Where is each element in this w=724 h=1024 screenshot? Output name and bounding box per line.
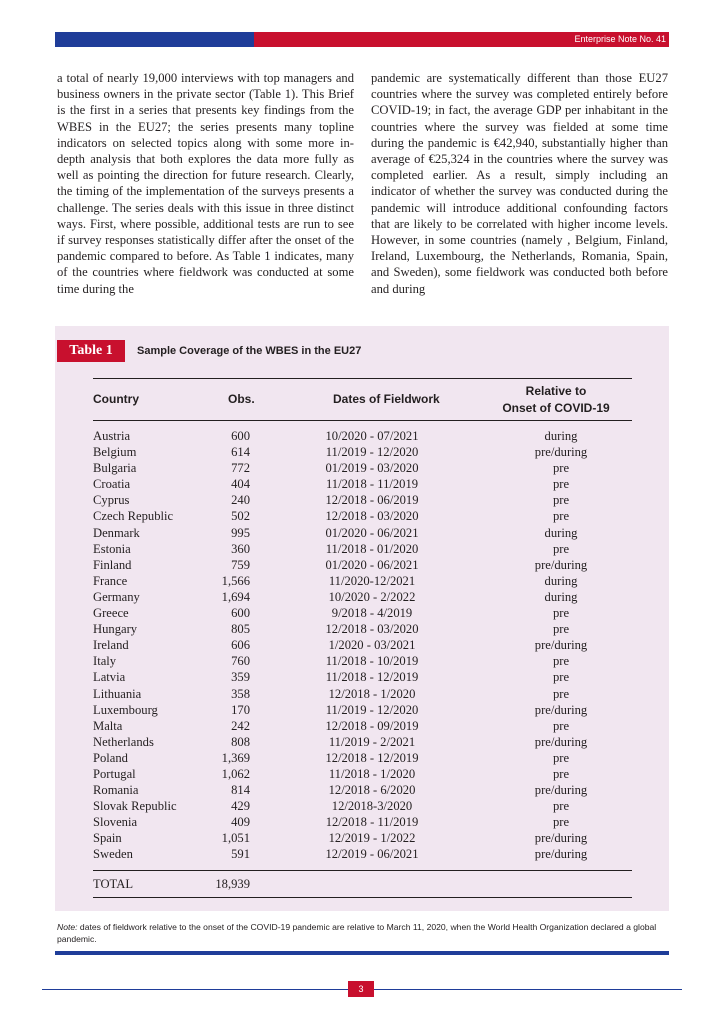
cell-relative: pre <box>552 670 570 685</box>
cell-obs: 404 <box>231 477 250 492</box>
cell-obs: 600 <box>231 429 250 443</box>
cell-obs: 358 <box>231 686 250 701</box>
cell-country: Estonia <box>93 541 131 556</box>
cell-country: Luxembourg <box>93 702 158 717</box>
cell-obs: 1,369 <box>221 750 250 765</box>
cell-dates: 11/2018 - 12/2019 <box>325 670 419 685</box>
cell-obs: 759 <box>231 557 250 572</box>
table-row <box>93 814 632 830</box>
table-row <box>93 525 632 541</box>
cell-dates: 12/2018 - 1/2020 <box>328 686 416 701</box>
cell-relative: pre <box>552 509 570 524</box>
cell-obs: 600 <box>231 606 250 621</box>
table-row <box>93 541 632 557</box>
cell-relative: pre <box>552 750 570 765</box>
table-header-rule <box>93 420 632 421</box>
cell-obs: 359 <box>231 670 250 685</box>
cell-relative: pre/during <box>534 831 588 846</box>
cell-obs: 502 <box>231 509 250 524</box>
header-obs: Obs. <box>228 392 255 406</box>
cell-dates: 10/2020 - 2/2022 <box>328 589 416 604</box>
cell-relative: during <box>544 525 578 540</box>
cell-relative: pre/during <box>534 638 588 653</box>
cell-dates: 12/2019 - 1/2022 <box>328 831 416 846</box>
cell-country: Italy <box>93 654 117 669</box>
cell-country: Austria <box>93 429 131 443</box>
cell-obs: 170 <box>231 702 250 717</box>
note-label: Note: <box>57 922 78 932</box>
page-number: 3 <box>348 981 374 997</box>
cell-relative: pre <box>552 718 570 733</box>
cell-dates: 12/2018 - 11/2019 <box>325 815 419 830</box>
table-note <box>57 921 669 945</box>
cell-dates: 11/2018 - 11/2019 <box>325 477 419 492</box>
cell-dates: 12/2018 - 03/2020 <box>325 622 419 637</box>
cell-country: Spain <box>93 831 122 846</box>
cell-country: Germany <box>93 589 140 604</box>
cell-obs: 772 <box>231 461 250 476</box>
cell-dates: 10/2020 - 07/2021 <box>325 429 419 443</box>
footer-bar <box>55 951 669 955</box>
cell-country: Slovenia <box>93 815 138 830</box>
cell-relative: pre/during <box>534 557 588 572</box>
table-row <box>93 476 632 492</box>
cell-dates: 01/2020 - 06/2021 <box>325 557 419 572</box>
cell-obs: 1,566 <box>221 573 250 588</box>
table-bottom-rule <box>93 897 632 898</box>
table-row <box>93 573 632 589</box>
cell-country: Hungary <box>93 622 138 637</box>
cell-relative: pre <box>552 606 570 621</box>
cell-dates: 11/2019 - 12/2020 <box>325 445 419 460</box>
cell-country: Netherlands <box>93 734 154 749</box>
cell-country: Lithuania <box>93 686 142 701</box>
cell-country: Finland <box>93 557 132 572</box>
table-row <box>93 702 632 718</box>
table-row <box>93 750 632 766</box>
cell-obs: 1,062 <box>221 766 250 781</box>
cell-country: Poland <box>93 750 128 765</box>
table-row <box>93 846 632 862</box>
header-relative-line1: Relative to <box>525 384 587 398</box>
table-row <box>93 428 632 444</box>
cell-obs: 409 <box>231 815 250 830</box>
cell-country: Ireland <box>93 638 129 653</box>
table-row <box>93 669 632 685</box>
cell-dates: 12/2018 - 12/2019 <box>325 750 419 765</box>
cell-obs: 429 <box>231 799 250 814</box>
cell-dates: 9/2018 - 4/2019 <box>331 606 413 621</box>
cell-obs: 360 <box>231 541 250 556</box>
table-row <box>93 766 632 782</box>
cell-obs: 242 <box>231 718 250 733</box>
cell-relative: pre/during <box>534 783 588 798</box>
table-row <box>93 460 632 476</box>
total-obs: 18,939 <box>215 877 250 891</box>
table-row <box>93 444 632 460</box>
table-total-row <box>93 876 632 892</box>
cell-obs: 995 <box>231 525 250 540</box>
cell-obs: 814 <box>231 783 250 798</box>
cell-obs: 1,051 <box>221 831 250 846</box>
total-label: TOTAL <box>93 877 134 891</box>
enterprise-note-label: Enterprise Note No. 41 <box>574 34 666 44</box>
cell-obs: 805 <box>231 622 250 637</box>
cell-obs: 614 <box>231 445 250 460</box>
table-row <box>93 492 632 508</box>
cell-dates: 11/2018 - 1/2020 <box>328 766 416 781</box>
cell-country: Slovak Republic <box>93 799 177 814</box>
cell-dates: 1/2020 - 03/2021 <box>328 638 416 653</box>
cell-country: Denmark <box>93 525 140 540</box>
cell-dates: 12/2019 - 06/2021 <box>325 847 419 862</box>
cell-dates: 11/2018 - 01/2020 <box>325 541 419 556</box>
cell-country: Croatia <box>93 477 131 492</box>
body-text-left-column: a total of nearly 19,000 interviews with top managers and business owners in the private sector (Table 1). This Brief is the first in a series that presents key findings from the WBES in the EU27; the series presents many topline indicators on selected topics along with some more in-depth analysis that both explores the data more fully as well as pointing the direction for future research. Clearly, the timing of the implementation of the surveys presents a challenge. The series deals with this issue in three distinct ways. First, where possible, additional tests are run to see if survey responses statistically differ after the onset of the pandemic compared to before. As Table 1 indicates, many of the countries where fieldwork was conducted at some time during the <box>57 71 354 296</box>
table-tag: Table 1 <box>57 340 125 362</box>
cell-country: Bulgaria <box>93 461 137 476</box>
cell-country: Sweden <box>93 847 133 862</box>
header-relative-line2: Onset of COVID-19 <box>502 401 610 415</box>
cell-country: Latvia <box>93 670 126 685</box>
table-row <box>93 557 632 573</box>
cell-relative: pre <box>552 654 570 669</box>
cell-obs: 760 <box>231 654 250 669</box>
table-row <box>93 637 632 653</box>
cell-obs: 808 <box>231 734 250 749</box>
cell-dates: 12/2018 - 6/2020 <box>328 783 416 798</box>
cell-country: Czech Republic <box>93 509 174 524</box>
cell-dates: 12/2018 - 06/2019 <box>325 493 419 508</box>
table-row <box>93 830 632 846</box>
header-dates: Dates of Fieldwork <box>333 392 440 406</box>
table-row <box>93 798 632 814</box>
cell-dates: 11/2019 - 2/2021 <box>328 734 416 749</box>
cell-dates: 11/2018 - 10/2019 <box>325 654 419 669</box>
cell-country: Portugal <box>93 766 136 781</box>
cell-dates: 11/2019 - 12/2020 <box>325 702 419 717</box>
table-row <box>93 734 632 750</box>
header-country: Country <box>93 392 139 406</box>
cell-relative: pre/during <box>534 847 588 862</box>
table-row <box>93 686 632 702</box>
cell-relative: pre <box>552 799 570 814</box>
cell-relative: pre <box>552 541 570 556</box>
cell-relative: during <box>544 573 578 588</box>
cell-relative: pre <box>552 686 570 701</box>
cell-dates: 12/2018 - 03/2020 <box>325 509 419 524</box>
table-row <box>93 621 632 637</box>
cell-dates: 12/2018 - 09/2019 <box>325 718 419 733</box>
cell-relative: pre/during <box>534 445 588 460</box>
note-text: dates of fieldwork relative to the onset of the COVID-19 pandemic are relative to March 11, 2020, when the World Health Organization declared a global pandemic. <box>57 922 657 944</box>
cell-relative: pre <box>552 477 570 492</box>
header-bar-blue <box>55 32 254 47</box>
table-row <box>93 589 632 605</box>
table-row <box>93 718 632 734</box>
table-title: Sample Coverage of the WBES in the EU27 <box>137 345 362 357</box>
cell-country: Belgium <box>93 445 137 460</box>
table-row <box>93 605 632 621</box>
cell-country: Greece <box>93 606 129 621</box>
table-total-rule <box>93 870 632 871</box>
cell-country: Romania <box>93 783 139 798</box>
cell-relative: pre/during <box>534 734 588 749</box>
table-row <box>93 508 632 524</box>
cell-country: Cyprus <box>93 493 130 508</box>
cell-relative: pre/during <box>534 702 588 717</box>
cell-relative: pre <box>552 622 570 637</box>
cell-relative: during <box>544 589 578 604</box>
cell-obs: 1,694 <box>221 589 250 604</box>
cell-dates: 01/2020 - 06/2021 <box>325 525 419 540</box>
cell-dates: 01/2019 - 03/2020 <box>325 461 419 476</box>
table-top-rule <box>93 378 632 379</box>
table-body <box>93 428 632 863</box>
cell-obs: 606 <box>231 638 250 653</box>
body-text-right-column: pandemic are systematically different than those EU27 countries where the survey was completed entirely before COVID-19; in fact, the average GDP per inhabitant in the countries where the survey was fielded at some time during the pandemic is €42,940, substantially higher than average of €25,324 in the countries where the survey was completed earlier. As a result, simply including an indicator of whether the survey was conducted during the pandemic will introduce additional confounding factors that are likely to be correlated with higher income levels. However, in some countries (namely , Belgium, Finland, Ireland, Luxembourg, the Netherlands, Romania, Spain, and Sweden), some fieldwork was conducted both before and during <box>371 71 668 296</box>
cell-relative: pre <box>552 461 570 476</box>
cell-dates: 11/2020-12/2021 <box>328 573 416 588</box>
table-row <box>93 653 632 669</box>
cell-country: Malta <box>93 718 123 733</box>
cell-relative: pre <box>552 493 570 508</box>
cell-relative: pre <box>552 815 570 830</box>
table-row <box>93 782 632 798</box>
cell-obs: 240 <box>231 493 250 508</box>
cell-obs: 591 <box>231 847 250 862</box>
cell-dates: 12/2018-3/2020 <box>331 799 413 814</box>
cell-relative: pre <box>552 766 570 781</box>
cell-country: France <box>93 573 128 588</box>
cell-relative: during <box>544 429 578 443</box>
